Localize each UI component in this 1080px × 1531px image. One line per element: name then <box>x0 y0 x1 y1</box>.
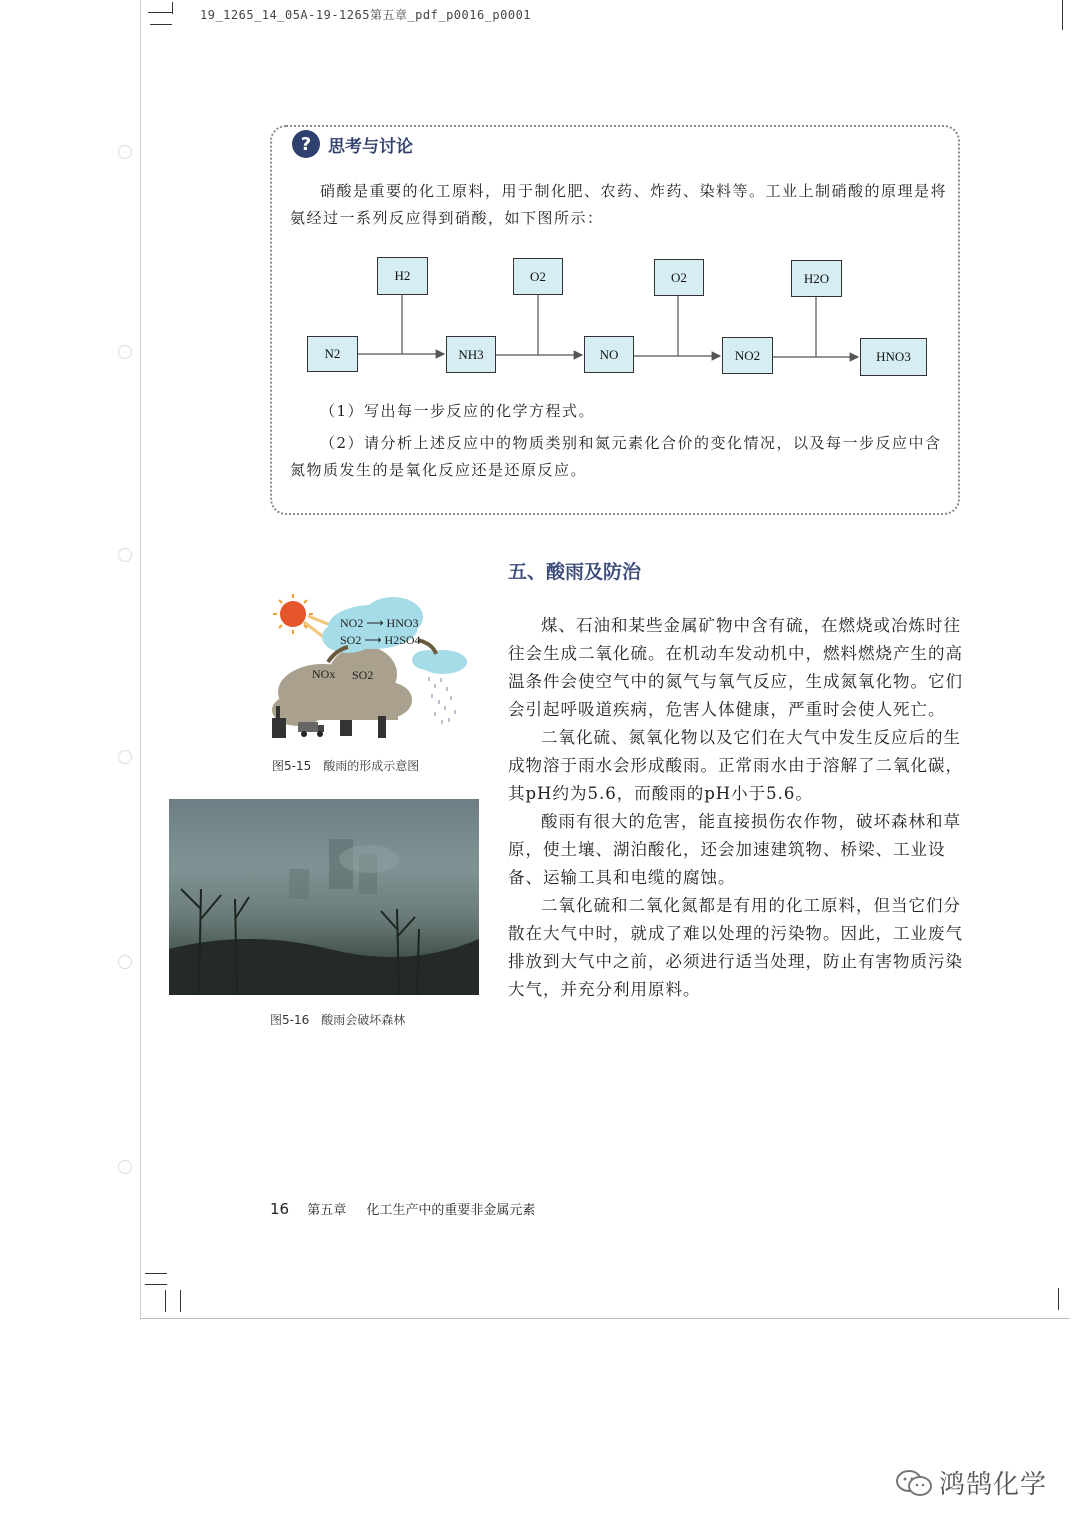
section-body <box>508 612 963 1004</box>
page-edge-bottom <box>140 1318 1070 1319</box>
binding-hole <box>118 145 132 159</box>
crop-mark <box>148 12 172 13</box>
figure-16-caption: 图5-16 酸雨会破坏森林 <box>270 1013 406 1027</box>
eq-reactant: NO2 <box>340 616 364 630</box>
crop-mark <box>172 2 173 14</box>
sun-icon <box>280 601 306 627</box>
equation-so2-h2so4: SO2 ⟶ H2SO4 <box>340 633 421 647</box>
flow-reagent-o2: O2 <box>654 259 704 296</box>
rain-icon <box>428 677 456 724</box>
question-icon: ? <box>292 130 320 158</box>
flow-reagent-o2: O2 <box>513 258 563 295</box>
binding-hole <box>118 750 132 764</box>
flow-reagent-h2: H2 <box>377 257 428 295</box>
flow-reagent-h2o: H2O <box>791 260 842 297</box>
binding-hole <box>118 955 132 969</box>
figure-15-caption: 图5-15 酸雨的形成示意图 <box>272 759 420 773</box>
crop-mark <box>145 1273 167 1274</box>
question-1: （1）写出每一步反应的化学方程式。 <box>320 402 596 420</box>
watermark-text: 鸿鹄化学 <box>939 1470 1048 1500</box>
flow-node-nh3: NH3 <box>446 336 496 373</box>
binding-hole <box>118 345 132 359</box>
wechat-icon <box>895 1469 933 1497</box>
crop-mark <box>1062 0 1063 30</box>
question-2: （2）请分析上述反应中的物质类别和氮元素化合价的变化情况，以及每一步反应中含氮物质发生的是氧化反应还是还原反应。 <box>290 434 942 479</box>
eq-product: HNO3 <box>386 616 419 630</box>
nitric-acid-flow-diagram <box>300 252 940 382</box>
think-discuss-heading <box>292 130 413 158</box>
photo-scene <box>169 799 479 995</box>
body-paragraph: 二氧化硫、氮氧化物以及它们在大气中发生反应后的生成物溶于雨水会形成酸雨。正常雨水由于溶解了二氧化碳，其pH约为5.6，而酸雨的pH小于5.6。 <box>508 728 963 803</box>
acid-rain-drawing <box>268 592 478 742</box>
chapter-label: 第五章 <box>307 1203 347 1218</box>
think-discuss-title: 思考与讨论 <box>328 136 413 157</box>
body-paragraph: 酸雨有很大的危害，能直接损伤农作物，破坏森林和草原，使土壤、湖泊酸化，还会加速建筑物、桥梁、工业设备、运输工具和电缆的腐蚀。 <box>508 812 961 887</box>
cloud-label-so2: SO2 <box>352 668 374 682</box>
think-intro-text: 硝酸是重要的化工原料，用于制化肥、农药、炸药、染料等。工业上制硝酸的原理是将氨经过一系列反应得到硝酸，如下图所示： <box>290 182 948 227</box>
body-paragraph: 煤、石油和某些金属矿物中含有硫，在燃烧或冶炼时往往会生成二氧化硫。在机动车发动机中，燃料燃烧产生的高温条件会使空气中的氮气与氧气反应，生成氮氧化物。它们会引起呼吸道疾病，危害人体健康，严重时会使人死亡。 <box>508 616 963 719</box>
crop-mark <box>180 1290 181 1312</box>
crop-mark <box>1058 1288 1059 1310</box>
cloud-label-nox: NOx <box>312 667 336 681</box>
chapter-title: 化工生产中的重要非金属元素 <box>366 1203 536 1218</box>
flow-node-no: NO <box>584 336 634 373</box>
smoke-cloud-icon <box>272 646 412 726</box>
flow-node-no2: NO2 <box>722 337 773 374</box>
eq-reactant: SO2 <box>340 633 362 647</box>
equation-no2-hno3: NO2 ⟶ HNO3 <box>340 616 419 630</box>
section-title: 五、酸雨及防治 <box>508 561 642 583</box>
page-edge-left <box>140 0 141 1320</box>
eq-product: H2SO4 <box>384 633 421 647</box>
truck-icon <box>298 722 324 737</box>
binding-hole <box>118 1160 132 1174</box>
crop-mark <box>165 1290 166 1312</box>
scan-header-label: 19_1265_14_05A-19-1265第五章_pdf_p0016_p0001 <box>200 8 532 22</box>
flow-node-hno3: HNO3 <box>860 338 927 376</box>
page-footer <box>270 1199 535 1218</box>
watermark <box>895 1464 1047 1501</box>
page-number: 16 <box>270 1200 290 1218</box>
acid-rain-illustration <box>268 592 478 742</box>
acid-rain-forest-photo <box>169 799 479 995</box>
binding-hole <box>118 548 132 562</box>
crop-mark <box>145 1284 167 1285</box>
flow-node-n2: N2 <box>307 336 358 372</box>
crop-mark <box>150 24 172 25</box>
body-paragraph: 二氧化硫和二氧化氮都是有用的化工原料，但当它们分散在大气中时，就成了难以处理的污染物。因此，工业废气排放到大气中之前，必须进行适当处理，防止有害物质污染大气，并充分利用原料。 <box>508 896 963 999</box>
